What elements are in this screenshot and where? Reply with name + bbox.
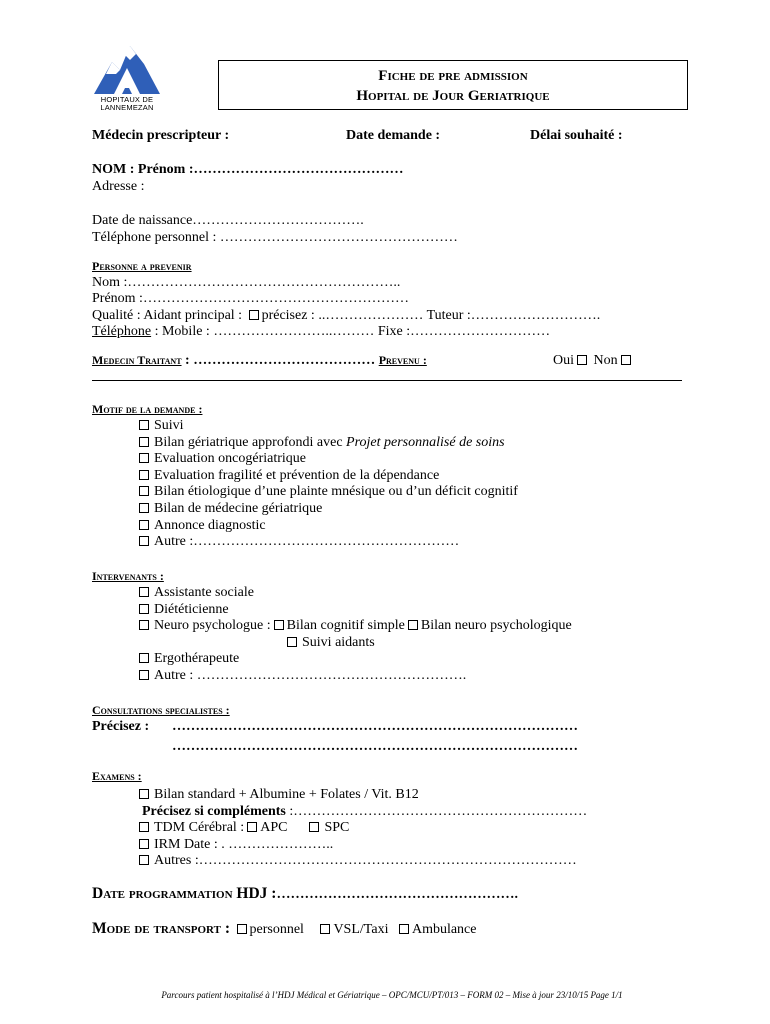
ambulance-checkbox[interactable] — [399, 924, 409, 934]
non-checkbox[interactable] — [621, 355, 631, 365]
telephone-rest: : Mobile : ……………………..……… Fixe :………………………… — [151, 324, 551, 340]
medecin-traitant-row — [92, 353, 427, 369]
prevenu-options — [553, 353, 634, 369]
personne-section — [92, 258, 600, 341]
motif-item: Annonce diagnostic — [139, 518, 518, 535]
aidant-checkbox[interactable] — [249, 310, 259, 320]
bilan-neuro-checkbox[interactable] — [408, 620, 418, 630]
patient-details — [92, 213, 458, 246]
logo-text — [92, 96, 162, 112]
personnel-checkbox[interactable] — [237, 924, 247, 934]
intervenant-autre-checkbox[interactable] — [139, 670, 149, 680]
examen-item: TDM Cérébral : APC SPC — [139, 820, 587, 837]
telephone-field: Téléphone personnel : …………………………………………… — [92, 229, 458, 245]
motif-checkbox-fragilite[interactable] — [139, 470, 149, 480]
intervenant-item: Autre : …………………………………………………. — [139, 668, 572, 685]
delai-souhaite-label: Délai souhaité : — [530, 128, 623, 143]
motif-item: Evaluation oncogériatrique — [139, 451, 518, 468]
personne-prenom: Prénom :………………………………………………… — [92, 291, 409, 307]
intervenants-list — [139, 585, 572, 685]
personne-qualite — [92, 308, 600, 325]
motif-item: Bilan gériatrique approfondi avec Projet personnalisé de soins — [139, 435, 518, 452]
programmation-row — [92, 885, 518, 903]
ergo-checkbox[interactable] — [139, 653, 149, 663]
medecin-traitant-dots: : ………………………………… — [181, 353, 379, 368]
motif-checkbox-medecine[interactable] — [139, 503, 149, 513]
assistante-checkbox[interactable] — [139, 587, 149, 597]
title-line-2: Hopital de Jour Geriatrique — [356, 88, 550, 104]
date-demande-label: Date demande : — [346, 128, 441, 143]
telephone-label: Téléphone — [92, 324, 152, 340]
intervenant-item: Neuro psychologue : Bilan cognitif simple Bilan neuro psychologique — [139, 618, 572, 635]
motif-checkbox-annonce[interactable] — [139, 520, 149, 530]
consultations-dots-2: …………………………………………………………………………… — [172, 739, 578, 754]
qualite-rest: précisez : ..………………… Tuteur :………………………. — [261, 307, 601, 323]
logo-text-line-1: HOPITAUX DE — [100, 95, 154, 104]
irm-checkbox[interactable] — [139, 839, 149, 849]
personne-telephone — [92, 324, 600, 341]
tdm-checkbox[interactable] — [139, 822, 149, 832]
autres-checkbox[interactable] — [139, 855, 149, 865]
motif-item: Autre :………………………………………………… — [139, 534, 518, 551]
transport-row: Mode de transport : personnel VSL/Taxi Ambulance — [92, 920, 477, 937]
motif-list — [139, 418, 518, 551]
personne-heading: Personne a prevenir — [92, 259, 192, 273]
non-label: Non — [593, 353, 618, 368]
logo-text-line-2: LANNEMEZAN — [100, 103, 154, 112]
examen-precisez: Précisez si compléments :……………………………………………………… — [142, 803, 588, 819]
section-divider — [92, 380, 682, 381]
motif-checkbox-autre[interactable] — [139, 536, 149, 546]
vsl-checkbox[interactable] — [320, 924, 330, 934]
examen-item: Autres :……………………………………………………………………… — [139, 853, 587, 870]
suivi-aidants-checkbox[interactable] — [287, 637, 297, 647]
motif-item: Suivi — [139, 418, 518, 435]
programmation-label: Date programmation HDJ : — [92, 885, 277, 902]
intervenant-item: Ergothérapeute — [139, 651, 572, 668]
examen-item: Bilan standard + Albumine + Folates / Vit. B12 — [139, 787, 587, 804]
naissance-field: Date de naissance………………………………. — [92, 213, 364, 228]
motif-checkbox-suivi[interactable] — [139, 420, 149, 430]
motif-item: Bilan de médecine gériatrique — [139, 501, 518, 518]
mountain-logo-icon — [92, 40, 162, 100]
intervenant-item: Diététicienne — [139, 602, 572, 619]
dieteticienne-checkbox[interactable] — [139, 604, 149, 614]
oui-label: Oui — [553, 353, 574, 368]
intervenants-heading: Intervenants : — [92, 569, 164, 583]
bilan-standard-checkbox[interactable] — [139, 789, 149, 799]
intervenant-item: Suivi aidants — [139, 635, 572, 652]
personne-nom: Nom :………………………………………………….. — [92, 274, 401, 290]
nom-label: NOM : — [92, 162, 135, 177]
patient-section — [92, 162, 403, 195]
medecin-prescripteur-label: Médecin prescripteur : — [92, 128, 230, 143]
oui-checkbox[interactable] — [577, 355, 587, 365]
examens-heading: Examens : — [92, 769, 142, 783]
qualite-label: Qualité : Aidant principal : — [92, 307, 243, 323]
consultations-precisez: Précisez : — [92, 719, 150, 734]
bilan-simple-checkbox[interactable] — [274, 620, 284, 630]
motif-item: Bilan étiologique d’une plainte mnésique ou d’un déficit cognitif — [139, 484, 518, 501]
motif-heading: Motif de la demande : — [92, 402, 203, 416]
prenom-label: Prénom :……………………………………… — [137, 162, 404, 177]
motif-checkbox-onco[interactable] — [139, 453, 149, 463]
spc-checkbox[interactable] — [309, 822, 319, 832]
medecin-traitant-label: Medecin Traitant — [92, 353, 182, 367]
programmation-dots: ……………………………………………. — [276, 887, 518, 902]
motif-checkbox-mnesique[interactable] — [139, 486, 149, 496]
motif-checkbox-bilan[interactable] — [139, 437, 149, 447]
motif-item: Evaluation fragilité et prévention de la dépendance — [139, 468, 518, 485]
apc-checkbox[interactable] — [247, 822, 257, 832]
examen-item: IRM Date : . ………………….. — [139, 837, 587, 854]
title-box — [218, 60, 688, 110]
footer: Parcours patient hospitalisé à l’HDJ Médical et Gériatrique – OPC/MCU/PT/013 – FORM 02 – Mise à jour 23/10/15 Page 1/1 — [161, 990, 623, 1000]
title-line-1: Fiche de pre admission — [378, 68, 528, 84]
examens-list — [139, 787, 587, 870]
intervenant-item: Assistante sociale — [139, 585, 572, 602]
neuro-checkbox[interactable] — [139, 620, 149, 630]
consultations-heading: Consultations specialistes : — [92, 703, 230, 717]
prevenu-label: Prevenu : — [378, 353, 427, 367]
transport-label: Mode de transport : — [92, 920, 230, 937]
adresse-label: Adresse : — [92, 178, 145, 194]
consultations-dots-1: …………………………………………………………………………… — [172, 719, 578, 734]
